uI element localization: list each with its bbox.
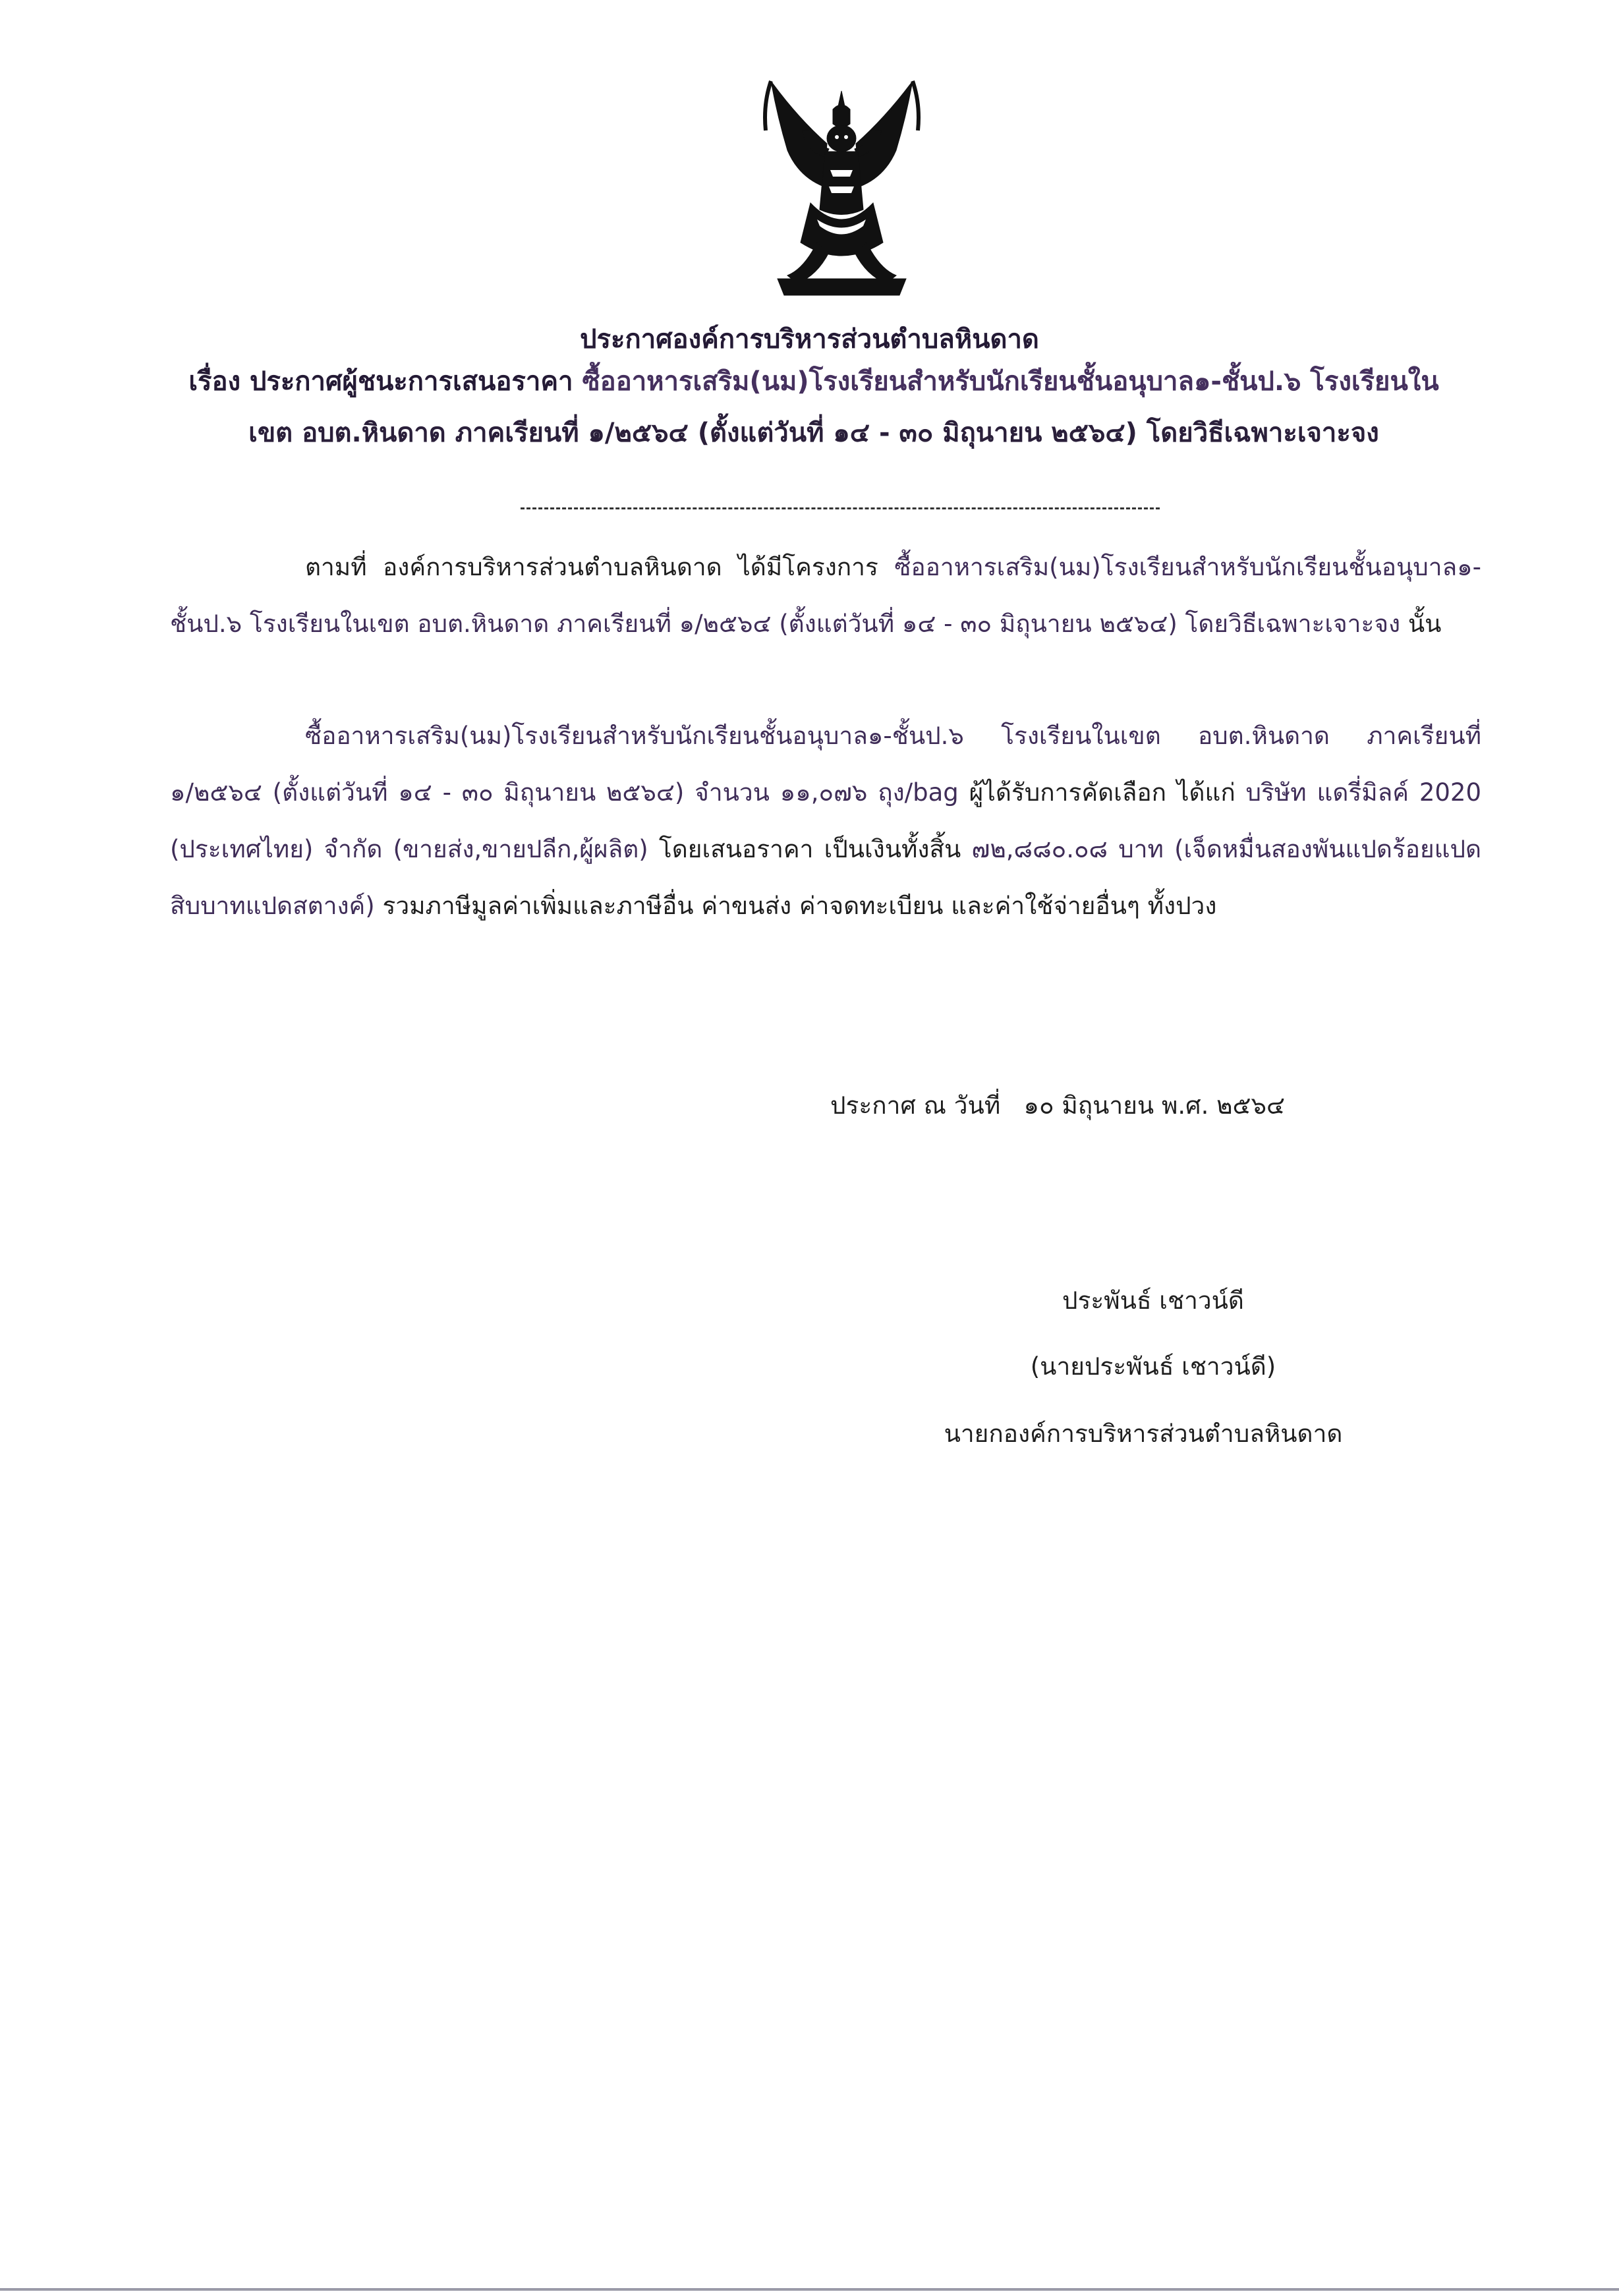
divider xyxy=(521,507,1160,509)
winner-company: บริษัท แดรี่มิลค์ 2020 (ประเทศไทย) จำกัด (ขายส่ง,ขายปลีก,ผู้ผลิต) xyxy=(170,778,1482,863)
paragraph-1-a: ตามที่ องค์การบริหารส่วนตำบลหินดาด xyxy=(305,553,722,581)
paragraph-1-b: ได้มีโครงการ xyxy=(738,553,878,581)
subject-line-1 xyxy=(158,356,1469,407)
paragraph-2-f: รวมภาษีมูลค่าเพิ่มและภาษีอื่น ค่าขนส่ง ค่าจดทะเบียน และค่าใช้จ่ายอื่นๆ ทั้งปวง xyxy=(382,892,1217,920)
subject-label: เรื่อง ประกาศผู้ชนะการเสนอราคา xyxy=(188,366,573,397)
announce-date: ๑๐ มิถุนายน พ.ศ. ๒๕๖๔ xyxy=(1023,1091,1285,1120)
announce-date-line xyxy=(830,1086,1285,1125)
announcement-title: ประกาศองค์การบริหารส่วนตำบลหินดาด xyxy=(580,324,1039,355)
signer-position: นายกองค์การบริหารส่วนตำบลหินดาด xyxy=(944,1420,1343,1448)
paragraph-1-c: ซื้ออาหารเสริม(นม)โรงเรียนสำหรับนักเรียนชั้นอนุบาล๑-ชั้นป.๖ โรงเรียนในเขต อบต.หินดาด ภาคเรียนที่ ๑/๒๕๖๔ (ตั้งแต่วันที่ ๑๔ - ๓๐ มิถุนายน ๒๕๖๔) โดยวิธีเฉพาะเจาะจง xyxy=(170,553,1482,638)
announce-label: ประกาศ ณ วันที่ xyxy=(830,1091,1001,1120)
subject-line-2: เขต อบต.หินดาด ภาคเรียนที่ ๑/๒๕๖๔ (ตั้งแต่วันที่ ๑๔ - ๓๐ มิถุนายน ๒๕๖๔) โดยวิธีเฉพาะเจาะจง xyxy=(248,418,1379,448)
subject-line-1-rest: ซื้ออาหารเสริม(นม)โรงเรียนสำหรับนักเรียนชั้นอนุบาล๑-ชั้นป.๖ โรงเรียนใน xyxy=(582,366,1439,397)
total-amount: ๗๒,๘๘๐.๐๘ บาท (เจ็ดหมื่นสองพันแปดร้อยแปดสิบบาทแปดสตางค์) xyxy=(170,835,1482,920)
paragraph-2 xyxy=(170,708,1481,934)
scan-edge-line xyxy=(0,2288,1619,2291)
signature-name: ประพันธ์ เชาวน์ดี xyxy=(1062,1286,1244,1315)
paragraph-2-a: ซื้ออาหารเสริม(นม)โรงเรียนสำหรับนักเรียนชั้นอนุบาล๑-ชั้นป.๖ โรงเรียนในเขต อบต.หินดาด ภาคเรียนที่ ๑/๒๕๖๔ (ตั้งแต่วันที่ ๑๔ - ๓๐ มิถุนายน ๒๕๖๔) จำนวน ๑๑,๐๗๖ ถุง/bag xyxy=(170,722,1481,807)
paragraph-2-d: โดยเสนอราคา เป็นเงินทั้งสิ้น xyxy=(658,835,961,863)
paragraph-1 xyxy=(170,539,1481,652)
paragraph-2-b: ผู้ได้รับการคัดเลือก ได้แก่ xyxy=(969,778,1236,807)
garuda-emblem-icon xyxy=(751,78,932,299)
paragraph-1-d: นั้น xyxy=(1407,610,1442,638)
printed-name: (นายประพันธ์ เชาวน์ดี) xyxy=(1030,1352,1276,1381)
